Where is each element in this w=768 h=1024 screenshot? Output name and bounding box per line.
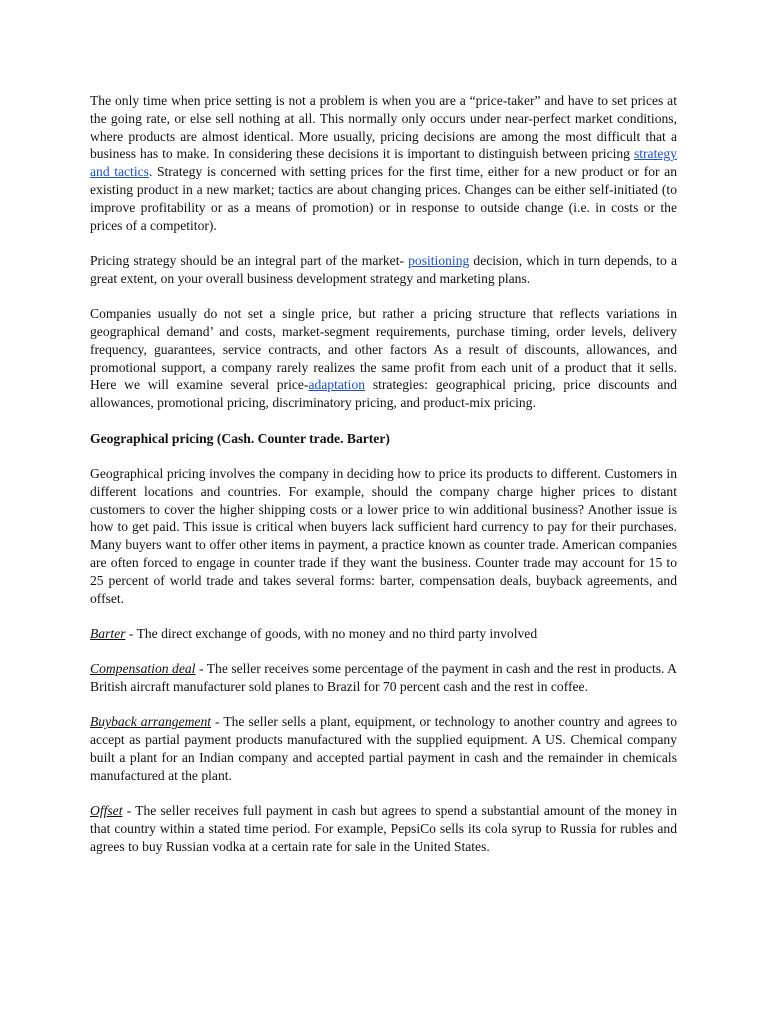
term-offset [90,802,677,855]
term-compensation-deal [90,660,677,696]
document-page [90,92,677,873]
term-barter-label: Barter [90,625,126,641]
term-buyback-arrangement-definition: - The seller sells a plant, equipment, or technology to another country and agrees to accept as partial payment products manufactured with the supplied equipment. A US. Chemical company built a plant for an Indian company and accepted partial payment in cash and the remainder in chemicals manufactured at the plant. [90,714,678,783]
term-compensation-deal-label: Compensation deal [90,661,196,677]
term-buyback-arrangement-label: Buyback arrangement [90,714,212,730]
intro-paragraph-1-text-a: The only time when price setting is not a problem is when you are a “price-taker” and have to set prices at the going rate, or else sell nothing at all. This normally only occurs under near-perfect market conditions, where products are almost identical. More usually, pricing decisions are among the most difficult that a business has to make. In considering these decisions it is important to distinguish between pricing [90,93,677,162]
section-heading: Geographical pricing (Cash. Counter trade. Barter) [90,430,390,446]
intro-paragraph-1 [90,92,677,234]
term-compensation-deal-definition: - The seller receives some percentage of the payment in cash and the rest in products. A British aircraft manufacturer sold planes to Brazil for 70 percent cash and the rest in coffee. [90,661,677,695]
term-offset-label: Offset [90,803,123,819]
term-offset-definition: - The seller receives full payment in cash but agrees to spend a substantial amount of the money in that country within a stated time period. For example, PepsiCo sells its cola syrup to Russia for rubles and agrees to buy Russian vodka at a certain rate for sale in the United States. [90,803,677,854]
intro-paragraph-3-text-a: Companies usually do not set a single price, but rather a pricing structure that reflects variations in geographical demand’ and costs, market-segment requirements, purchase timing, order levels, delivery frequency, guarantees, service contracts, and other factors As a result of discounts, allowances, and promotional support, a company rarely realizes the same profit from each unit of a product that it sells. Here we will examine several price- [90,306,677,393]
intro-paragraph-2 [90,252,677,288]
intro-paragraph-3 [90,305,677,412]
positioning-link[interactable]: positioning [408,252,470,268]
intro-paragraph-2-text-a: Pricing strategy should be an integral part of the market- [90,252,409,268]
term-barter-definition: - The direct exchange of goods, with no money and no third party involved [125,625,538,641]
intro-paragraph-3-text-b: strategies: geographical pricing, price discounts and allowances, promotional pricing, discriminatory pricing, and product-mix pricing. [90,377,677,411]
term-barter [90,625,677,643]
section-body-paragraph: Geographical pricing involves the company in deciding how to price its products to different. Customers in different locations and countries. For example, should the company charge higher prices to distant customers to cover the higher shipping costs or a lower price to win additional business? Another issue is how to get paid. This issue is critical when buyers lack sufficient hard currency to pay for their purchases. Many buyers want to offer other items in payment, a practice known as counter trade. American companies are often forced to engage in counter trade if they want the business. Counter trade may account for 15 to 25 percent of world trade and takes several forms: barter, compensation deals, buyback agreements, and offset. [90,465,677,606]
intro-paragraph-1-text-b: . Strategy is concerned with setting prices for the first time, either for a new product or for an existing product in a new market; tactics are about changing prices. Changes can be either self-initiated (to improve profitability or as a means of promotion) or in response to outside change (i.e. in costs or the prices of a competitor). [90,164,677,233]
term-buyback-arrangement [90,713,677,784]
strategy-and-tactics-link[interactable]: strategy and tactics [90,146,677,180]
intro-paragraph-2-text-b: decision, which in turn depends, to a great extent, on your overall business development strategy and marketing plans. [90,252,677,286]
adaptation-link[interactable]: adaptation [308,377,366,393]
